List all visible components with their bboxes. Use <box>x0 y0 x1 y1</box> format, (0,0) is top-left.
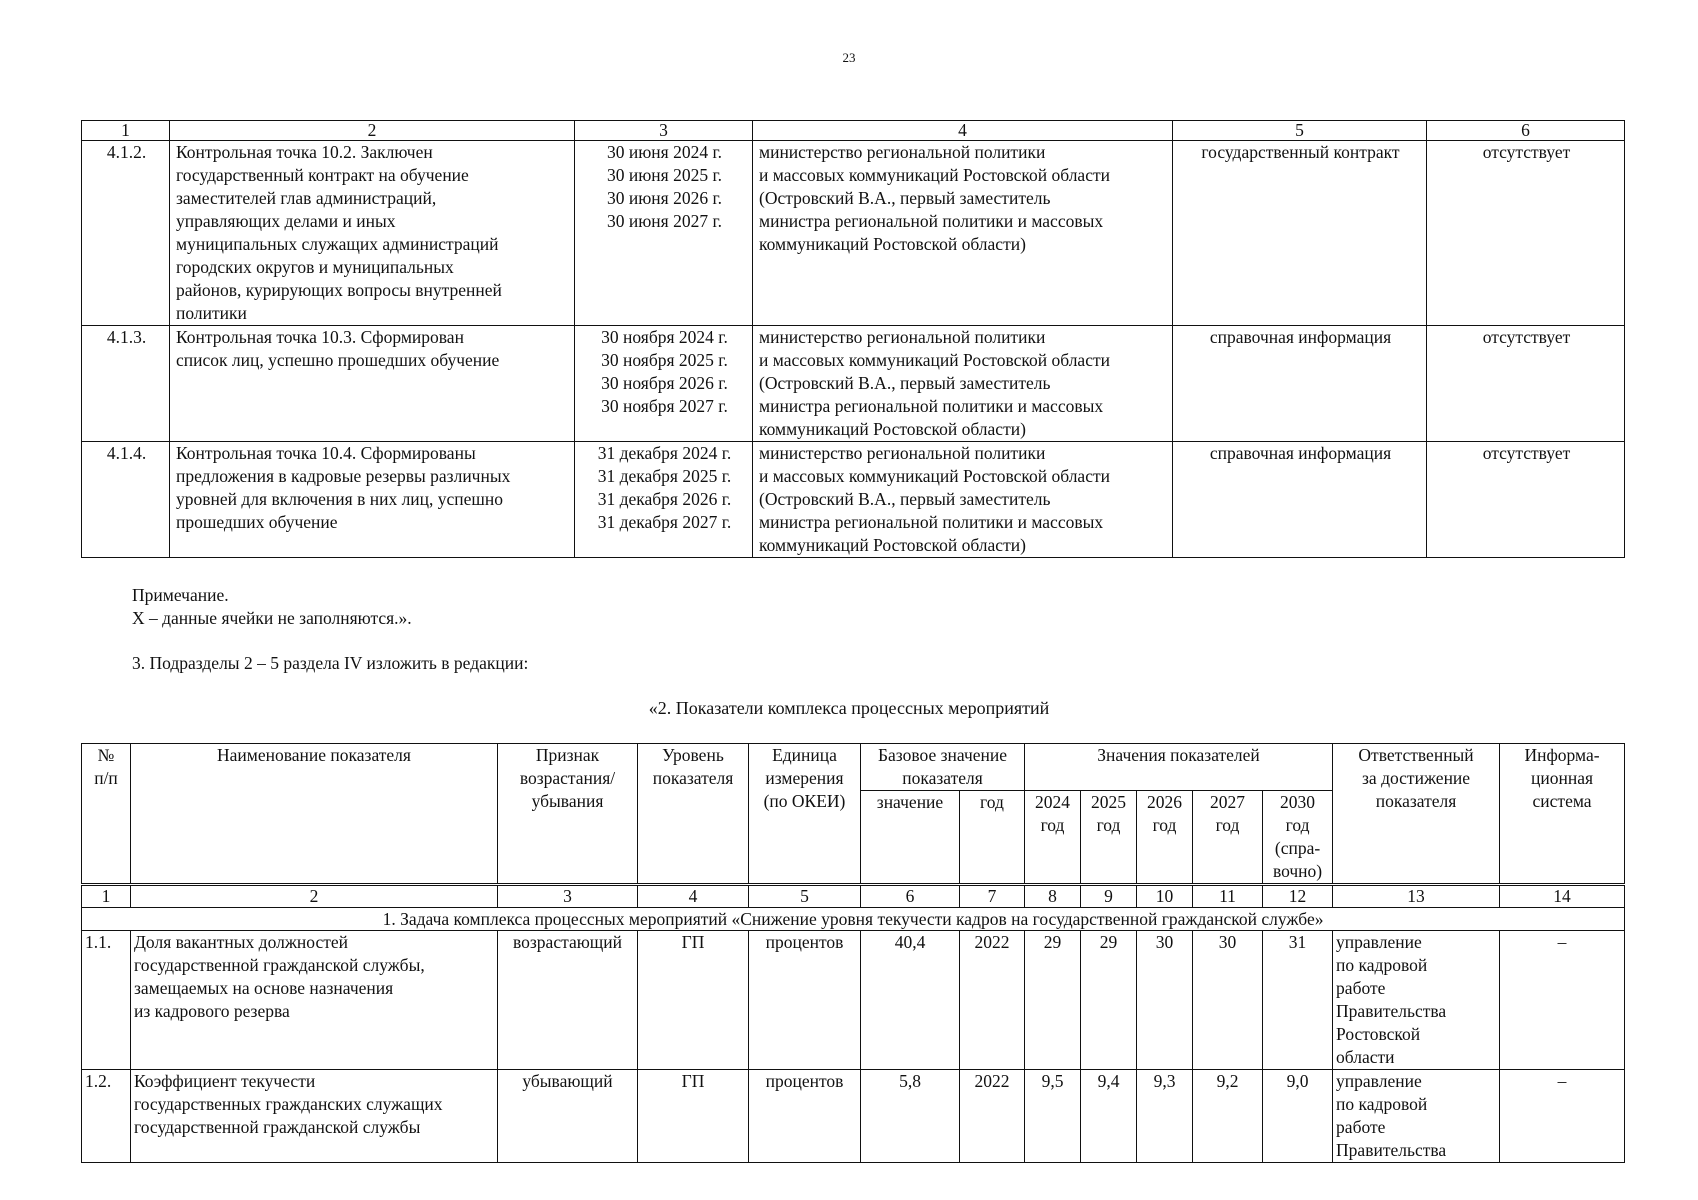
section-title: «2. Показатели комплекса процессных мероприятий <box>648 698 1050 718</box>
header-information-system: Информа- ционная система <box>1500 744 1625 885</box>
column-number: 2 <box>170 121 575 141</box>
indicator-sign: убывающий <box>498 1070 638 1163</box>
table-row <box>82 442 1625 558</box>
information-system: отсутствует <box>1427 442 1625 558</box>
header-base-value-value: значение <box>861 791 960 885</box>
value-2027: 9,2 <box>1193 1070 1263 1163</box>
column-number: 3 <box>498 885 638 908</box>
value-2025: 9,4 <box>1081 1070 1137 1163</box>
task-title: 1. Задача комплекса процессных мероприятий «Снижение уровня текучести кадров на государственной гражданской службе» <box>82 908 1625 931</box>
column-number: 3 <box>575 121 753 141</box>
information-system: – <box>1500 931 1625 1070</box>
control-point-dates: 31 декабря 2024 г. 31 декабря 2025 г. 31 декабря 2026 г. 31 декабря 2027 г. <box>575 442 753 558</box>
row-number: 4.1.3. <box>82 326 170 442</box>
header-year-2026: 2026 год <box>1137 791 1193 885</box>
column-number: 12 <box>1263 885 1333 908</box>
column-number: 4 <box>638 885 749 908</box>
indicator-unit: процентов <box>749 1070 861 1163</box>
column-number: 4 <box>753 121 1173 141</box>
indicator-name: Доля вакантных должностей государственной гражданской службы, замещаемых на основе назначения из кадрового резерва <box>131 931 498 1070</box>
value-2026: 9,3 <box>1137 1070 1193 1163</box>
information-system: отсутствует <box>1427 326 1625 442</box>
header-number: № п/п <box>82 744 131 885</box>
column-number: 7 <box>960 885 1025 908</box>
base-year: 2022 <box>960 1070 1025 1163</box>
responsible-executor: министерство региональной политики и массовых коммуникаций Ростовской области (Островский В.А., первый заместитель министра региональной политики и массовых коммуникаций Ростовской области) <box>753 442 1173 558</box>
value-2027: 30 <box>1193 931 1263 1070</box>
row-number: 1.2. <box>82 1070 131 1163</box>
value-2024: 29 <box>1025 931 1081 1070</box>
control-point-name: Контрольная точка 10.4. Сформированы предложения в кадровые резервы различных уровней для включения в них лиц, успешно прошедших обучение <box>170 442 575 558</box>
base-year: 2022 <box>960 931 1025 1070</box>
header-unit: Единица измерения (по ОКЕИ) <box>749 744 861 885</box>
note-text: Х – данные ячейки не заполняются.». <box>132 608 412 628</box>
column-number: 9 <box>1081 885 1137 908</box>
instruction-text: 3. Подразделы 2 – 5 раздела IV изложить в редакции: <box>132 653 529 673</box>
table-row <box>82 326 1625 442</box>
header-year-2030: 2030 год (спра- вочно) <box>1263 791 1333 885</box>
header-indicator-values: Значения показателей <box>1025 744 1333 791</box>
page-number: 23 <box>842 50 856 65</box>
column-number: 11 <box>1193 885 1263 908</box>
document-type: справочная информация <box>1173 442 1427 558</box>
column-number: 5 <box>749 885 861 908</box>
header-year-2025: 2025 год <box>1081 791 1137 885</box>
note-title: Примечание. <box>132 585 229 605</box>
column-number: 8 <box>1025 885 1081 908</box>
row-number: 4.1.2. <box>82 141 170 326</box>
column-number: 1 <box>82 885 131 908</box>
indicator-level: ГП <box>638 1070 749 1163</box>
value-2030: 9,0 <box>1263 1070 1333 1163</box>
responsible-executor: министерство региональной политики и массовых коммуникаций Ростовской области (Островский В.А., первый заместитель министра региональной политики и массовых коммуникаций Ростовской области) <box>753 326 1173 442</box>
indicator-sign: возрастающий <box>498 931 638 1070</box>
value-2024: 9,5 <box>1025 1070 1081 1163</box>
indicator-name: Коэффициент текучести государственных гражданских служащих государственной гражданской службы <box>131 1070 498 1163</box>
indicator-unit: процентов <box>749 931 861 1070</box>
header-responsible: Ответственный за достижение показателя <box>1333 744 1500 885</box>
responsible-unit: управление по кадровой работе Правительства Ростовской области <box>1333 931 1500 1070</box>
column-number: 6 <box>1427 121 1625 141</box>
column-number: 6 <box>861 885 960 908</box>
control-point-name: Контрольная точка 10.2. Заключен государственный контракт на обучение заместителей глав администраций, управляющих делами и иных муниципальных служащих администраций городских округов и муниципальных районов, курирующих вопросы внутренней политики <box>170 141 575 326</box>
base-value: 40,4 <box>861 931 960 1070</box>
document-type: государственный контракт <box>1173 141 1427 326</box>
row-number: 1.1. <box>82 931 131 1070</box>
header-base-value: Базовое значение показателя <box>861 744 1025 791</box>
value-2026: 30 <box>1137 931 1193 1070</box>
control-points-table <box>81 120 1625 558</box>
information-system: отсутствует <box>1427 141 1625 326</box>
column-number: 1 <box>82 121 170 141</box>
control-point-name: Контрольная точка 10.3. Сформирован список лиц, успешно прошедших обучение <box>170 326 575 442</box>
information-system: – <box>1500 1070 1625 1163</box>
column-number: 14 <box>1500 885 1625 908</box>
column-number: 2 <box>131 885 498 908</box>
header-year-2024: 2024 год <box>1025 791 1081 885</box>
base-value: 5,8 <box>861 1070 960 1163</box>
responsible-executor: министерство региональной политики и массовых коммуникаций Ростовской области (Островский В.А., первый заместитель министра региональной политики и массовых коммуникаций Ростовской области) <box>753 141 1173 326</box>
header-indicator-name: Наименование показателя <box>131 744 498 885</box>
column-number: 13 <box>1333 885 1500 908</box>
control-point-dates: 30 ноября 2024 г. 30 ноября 2025 г. 30 ноября 2026 г. 30 ноября 2027 г. <box>575 326 753 442</box>
indicators-table <box>81 743 1625 1163</box>
responsible-unit: управление по кадровой работе Правительства <box>1333 1070 1500 1163</box>
table-header-row <box>82 121 1625 141</box>
document-type: справочная информация <box>1173 326 1427 442</box>
table-row <box>82 141 1625 326</box>
value-2025: 29 <box>1081 931 1137 1070</box>
row-number: 4.1.4. <box>82 442 170 558</box>
table-row <box>82 931 1625 1070</box>
column-number: 5 <box>1173 121 1427 141</box>
header-year-2027: 2027 год <box>1193 791 1263 885</box>
table-header-row <box>82 744 1625 791</box>
header-base-value-year: год <box>960 791 1025 885</box>
value-2030: 31 <box>1263 931 1333 1070</box>
column-number: 10 <box>1137 885 1193 908</box>
task-row <box>82 908 1625 931</box>
indicator-level: ГП <box>638 931 749 1070</box>
header-level: Уровень показателя <box>638 744 749 885</box>
column-numbers-row <box>82 885 1625 908</box>
control-point-dates: 30 июня 2024 г. 30 июня 2025 г. 30 июня 2026 г. 30 июня 2027 г. <box>575 141 753 326</box>
header-sign: Признак возрастания/ убывания <box>498 744 638 885</box>
table-row <box>82 1070 1625 1163</box>
